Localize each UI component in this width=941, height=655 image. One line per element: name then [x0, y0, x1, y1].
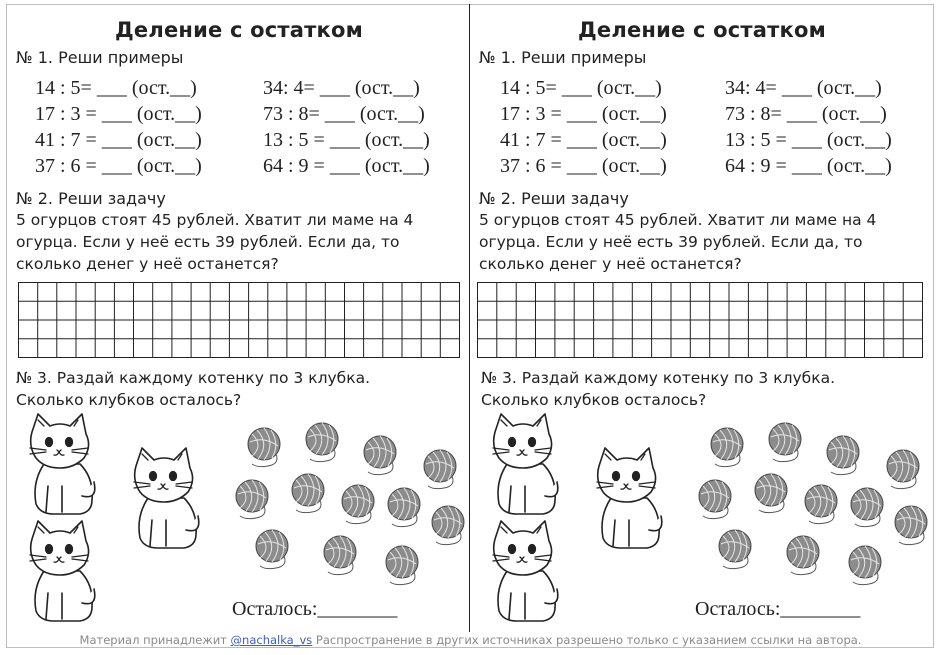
equation: 37 : 6 = ___ (ост.__)	[500, 155, 667, 177]
equation: 41 : 7 = ___ (ост.__)	[500, 129, 667, 151]
yarn-ball-picture	[823, 432, 863, 482]
equation: 73 : 8= ___ (ост.__)	[725, 103, 887, 125]
footer-note	[0, 633, 941, 647]
worksheet-title: Деление с остатком	[578, 18, 826, 42]
equation: 34: 4= ___ (ост.__)	[263, 77, 420, 99]
equation: 13 : 5 = ___ (ост.__)	[725, 129, 892, 151]
yarn-ball-picture	[801, 481, 841, 531]
equation: 13 : 5 = ___ (ост.__)	[263, 129, 430, 151]
yarn-ball-picture	[695, 476, 735, 526]
task3-line: Сколько клубков осталось?	[481, 391, 707, 409]
yarn-ball-picture	[244, 424, 284, 474]
task2-header: № 2. Реши задачу	[16, 189, 166, 208]
yarn-ball-picture	[891, 502, 931, 552]
kitten-picture	[22, 412, 102, 522]
worksheet-right	[471, 4, 933, 632]
yarn-ball-picture	[360, 432, 400, 482]
equation: 14 : 5= ___ (ост.__)	[35, 77, 197, 99]
yarn-ball-picture	[765, 419, 805, 469]
footer-prefix: Материал принадлежит	[79, 633, 231, 647]
task3-line: Сколько клубков осталось?	[16, 391, 242, 409]
footer-suffix: Распространение в других источниках разрешено только с указанием ссылки на автора.	[312, 633, 862, 647]
yarn-ball-picture	[420, 446, 460, 496]
equation: 64 : 9 = ___ (ост.__)	[263, 155, 430, 177]
yarn-ball-picture	[707, 424, 747, 474]
equation: 41 : 7 = ___ (ост.__)	[35, 129, 202, 151]
yarn-ball-picture	[883, 446, 923, 496]
yarn-ball-picture	[232, 476, 272, 526]
task2-line: 5 огурцов стоят 45 рублей. Хватит ли маме на 4	[16, 211, 414, 229]
yarn-ball-picture	[783, 532, 823, 582]
worksheet-title: Деление с остатком	[115, 18, 363, 42]
worksheet-left	[8, 4, 470, 632]
equation: 37 : 6 = ___ (ост.__)	[35, 155, 202, 177]
task1-header: № 1. Реши примеры	[479, 48, 647, 67]
yarn-ball-picture	[302, 419, 342, 469]
yarn-ball-picture	[847, 484, 887, 534]
task2-line: огурца. Если у неё есть 39 рублей. Если да, то	[16, 233, 400, 251]
kitten-picture	[589, 446, 669, 556]
yarn-ball-picture	[320, 532, 360, 582]
task3-line: № 3. Раздай каждому котенку по 3 клубка.	[481, 369, 836, 387]
kitten-picture	[126, 446, 206, 556]
equation: 34: 4= ___ (ост.__)	[725, 77, 882, 99]
yarn-ball-picture	[751, 470, 791, 520]
yarn-ball-picture	[715, 526, 755, 576]
yarn-ball-picture	[252, 526, 292, 576]
kitten-picture	[485, 519, 565, 629]
task2-line: сколько денег у неё останется?	[16, 255, 279, 273]
yarn-ball-picture	[338, 481, 378, 531]
remain-label: Осталось:________	[232, 598, 398, 620]
task1-header: № 1. Реши примеры	[16, 48, 184, 67]
answer-grid	[18, 282, 460, 358]
equation: 14 : 5= ___ (ост.__)	[500, 77, 662, 99]
yarn-ball-picture	[384, 484, 424, 534]
task2-line: сколько денег у неё останется?	[479, 255, 742, 273]
task2-line: огурца. Если у неё есть 39 рублей. Если да, то	[479, 233, 863, 251]
yarn-ball-picture	[845, 542, 885, 592]
equation: 17 : 3 = ___ (ост.__)	[35, 103, 202, 125]
kitten-picture	[485, 412, 565, 522]
task2-line: 5 огурцов стоят 45 рублей. Хватит ли маме на 4	[479, 211, 877, 229]
equation: 73 : 8= ___ (ост.__)	[263, 103, 425, 125]
answer-grid	[477, 282, 923, 358]
equation: 64 : 9 = ___ (ост.__)	[725, 155, 892, 177]
equation: 17 : 3 = ___ (ост.__)	[500, 103, 667, 125]
kitten-picture	[22, 519, 102, 629]
yarn-ball-picture	[382, 542, 422, 592]
yarn-ball-picture	[428, 502, 468, 552]
task3-line: № 3. Раздай каждому котенку по 3 клубка.	[16, 369, 371, 387]
task2-header: № 2. Реши задачу	[479, 189, 629, 208]
author-link[interactable]: @nachalka_vs	[230, 633, 313, 647]
yarn-ball-picture	[288, 470, 328, 520]
remain-label: Осталось:________	[695, 598, 861, 620]
